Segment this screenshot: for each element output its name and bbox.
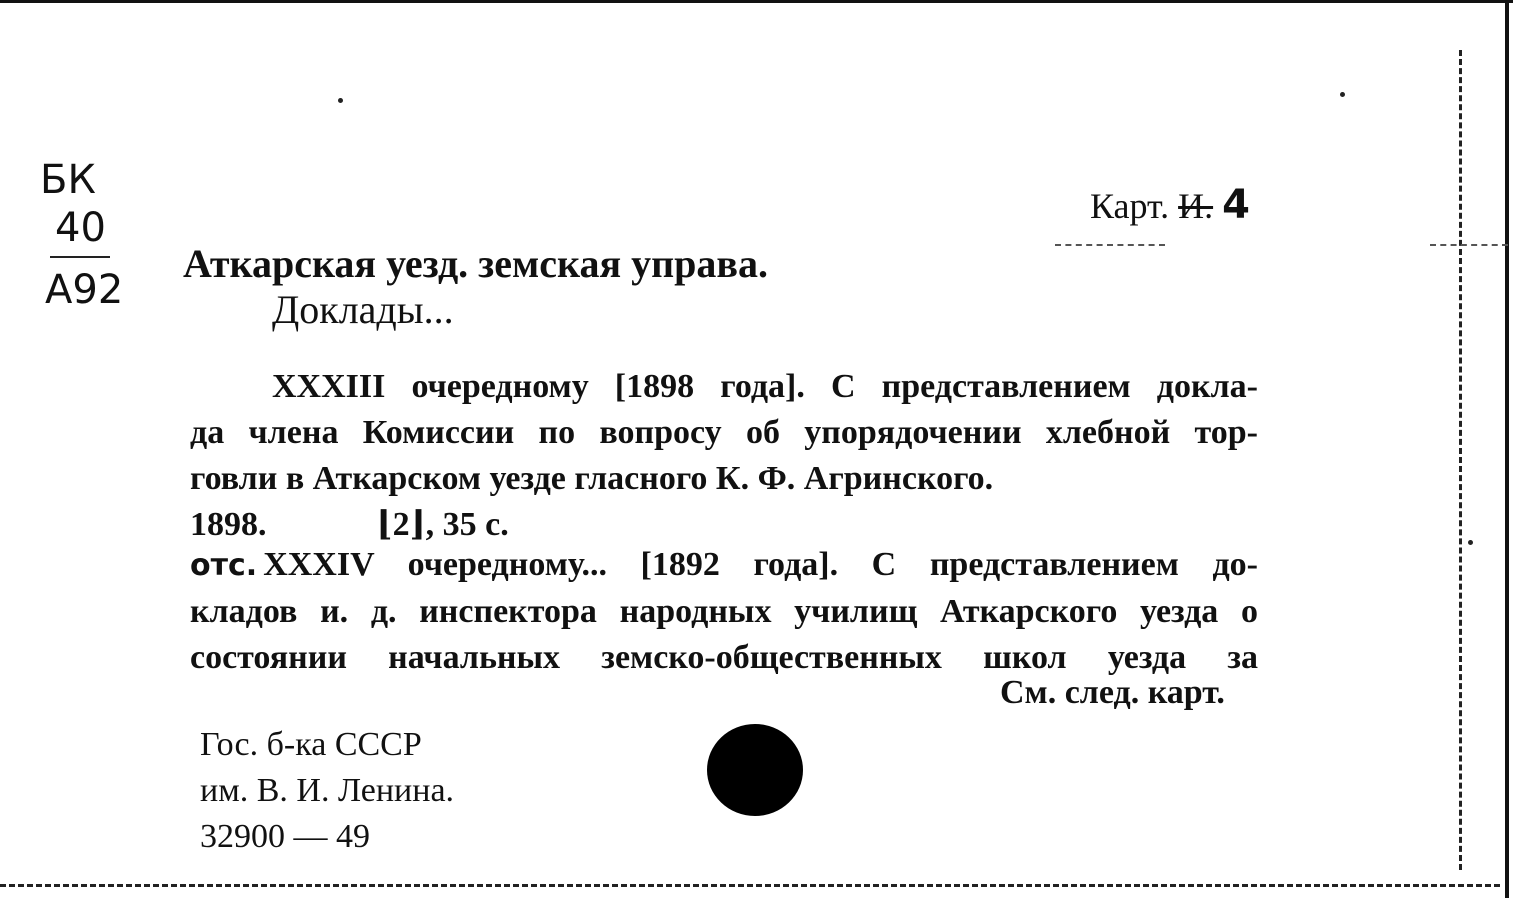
entry-1-imprint [190, 504, 509, 544]
shelfmark-divider [50, 256, 110, 258]
library-line: им. В. И. Ленина. [200, 772, 455, 809]
shelfmark-line1: БК [40, 157, 96, 203]
card-number-struck: И. [1178, 186, 1214, 226]
entry-2-line: состоянии начальных земско-общественных школ уезда за [190, 639, 1258, 676]
see-next-card: См. след. карт. [1000, 674, 1225, 711]
card-right-guide [1459, 50, 1462, 870]
entry-1-line: XXXIII очередному [1898 года]. С представлением докла- [272, 368, 1258, 405]
library-imprint [200, 722, 454, 860]
heading-title: Доклады... [272, 287, 454, 332]
speck [1468, 540, 1473, 545]
entry-1-pages: ⌊2⌋, 35 с. [376, 506, 509, 543]
entry-1-line: говли в Аткарском уезде гласного К. Ф. Агринского. [190, 460, 994, 497]
card-top-edge [0, 0, 1513, 3]
library-line: Гос. б-ка СССР [200, 726, 422, 763]
shelfmark-line3: А92 [45, 267, 124, 313]
speck [1340, 92, 1345, 97]
entry-2-line: кладов и. д. инспектора народных училищ Аткарского уезда о [190, 593, 1258, 630]
punch-hole [707, 724, 803, 816]
entry-1-line: да члена Комиссии по вопросу об упорядочении хлебной тор- [190, 414, 1258, 451]
entry-1 [190, 364, 1258, 502]
speck [338, 98, 343, 103]
heading-author: Аткарская уезд. земская управа. [183, 241, 768, 286]
card-number [1090, 182, 1250, 228]
entry-2-line: отс. XXXIV очередному... [1892 года]. С представлением до- [190, 546, 1258, 583]
card-right-edge [1505, 0, 1509, 898]
library-line: 32900 — 49 [200, 818, 370, 855]
shelfmark-line2: 40 [55, 205, 106, 251]
card-number-value: 4 [1222, 182, 1250, 228]
entry-1-year: 1898. [190, 506, 267, 543]
entry-2 [190, 542, 1258, 681]
dashed-rule [1055, 244, 1165, 246]
card-bottom-rule [0, 884, 1500, 887]
dashed-rule [1430, 244, 1508, 246]
card-number-label: Карт. [1090, 186, 1170, 226]
otc-stamp: отс. [190, 548, 258, 583]
